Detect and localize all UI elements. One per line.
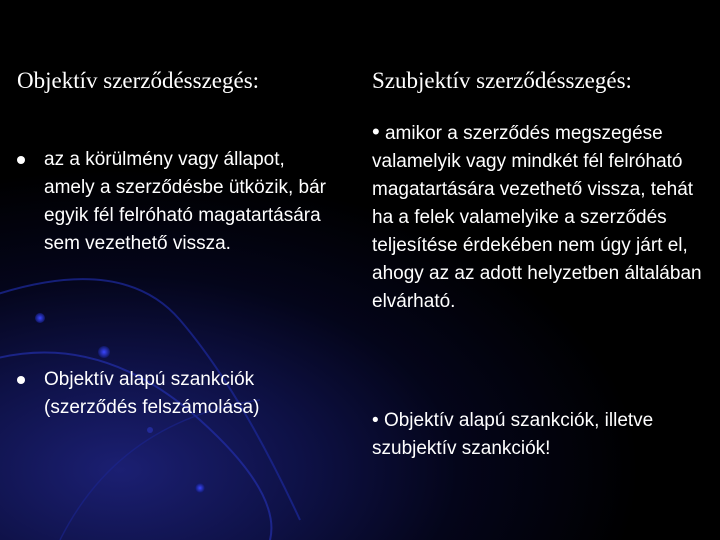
bullet-dot-icon: [17, 376, 25, 384]
right-paragraph-text: amikor a szerződés megszegése valamelyik vagy mindkét fél felróható magatartására vezethető vissza, tehát ha a felek valamelyike a szerződés teljesítése érdekében nem úgy járt el, ahogy az az adott helyzetben általában elvárható.: [372, 123, 702, 312]
bullet-dot-icon: [17, 156, 25, 164]
decor-dot-3: [195, 483, 205, 493]
bullet-marker-icon: •: [372, 410, 379, 431]
decor-dot-1: [35, 313, 45, 323]
right-paragraph: [372, 118, 707, 316]
decor-dot-2: [98, 346, 110, 358]
left-bullet-item: [17, 366, 337, 422]
left-title: Objektív szerződésszegés:: [17, 68, 260, 93]
left-bullet-text: Objektív alapú szankciók (szerződés felszámolása): [44, 369, 260, 418]
right-paragraph-text: Objektív alapú szankciók, illetve szubjektív szankciók!: [372, 410, 654, 459]
right-paragraph: [372, 407, 707, 463]
bullet-marker-icon: •: [372, 119, 380, 144]
right-title: Szubjektív szerződésszegés:: [372, 68, 632, 93]
left-bullet-text: az a körülmény vagy állapot, amely a szerződésbe ütközik, bár egyik fél felróható magatartására sem vezethető vissza.: [44, 149, 326, 254]
left-bullet-item: [17, 146, 337, 258]
decor-dot-4: [147, 427, 153, 433]
